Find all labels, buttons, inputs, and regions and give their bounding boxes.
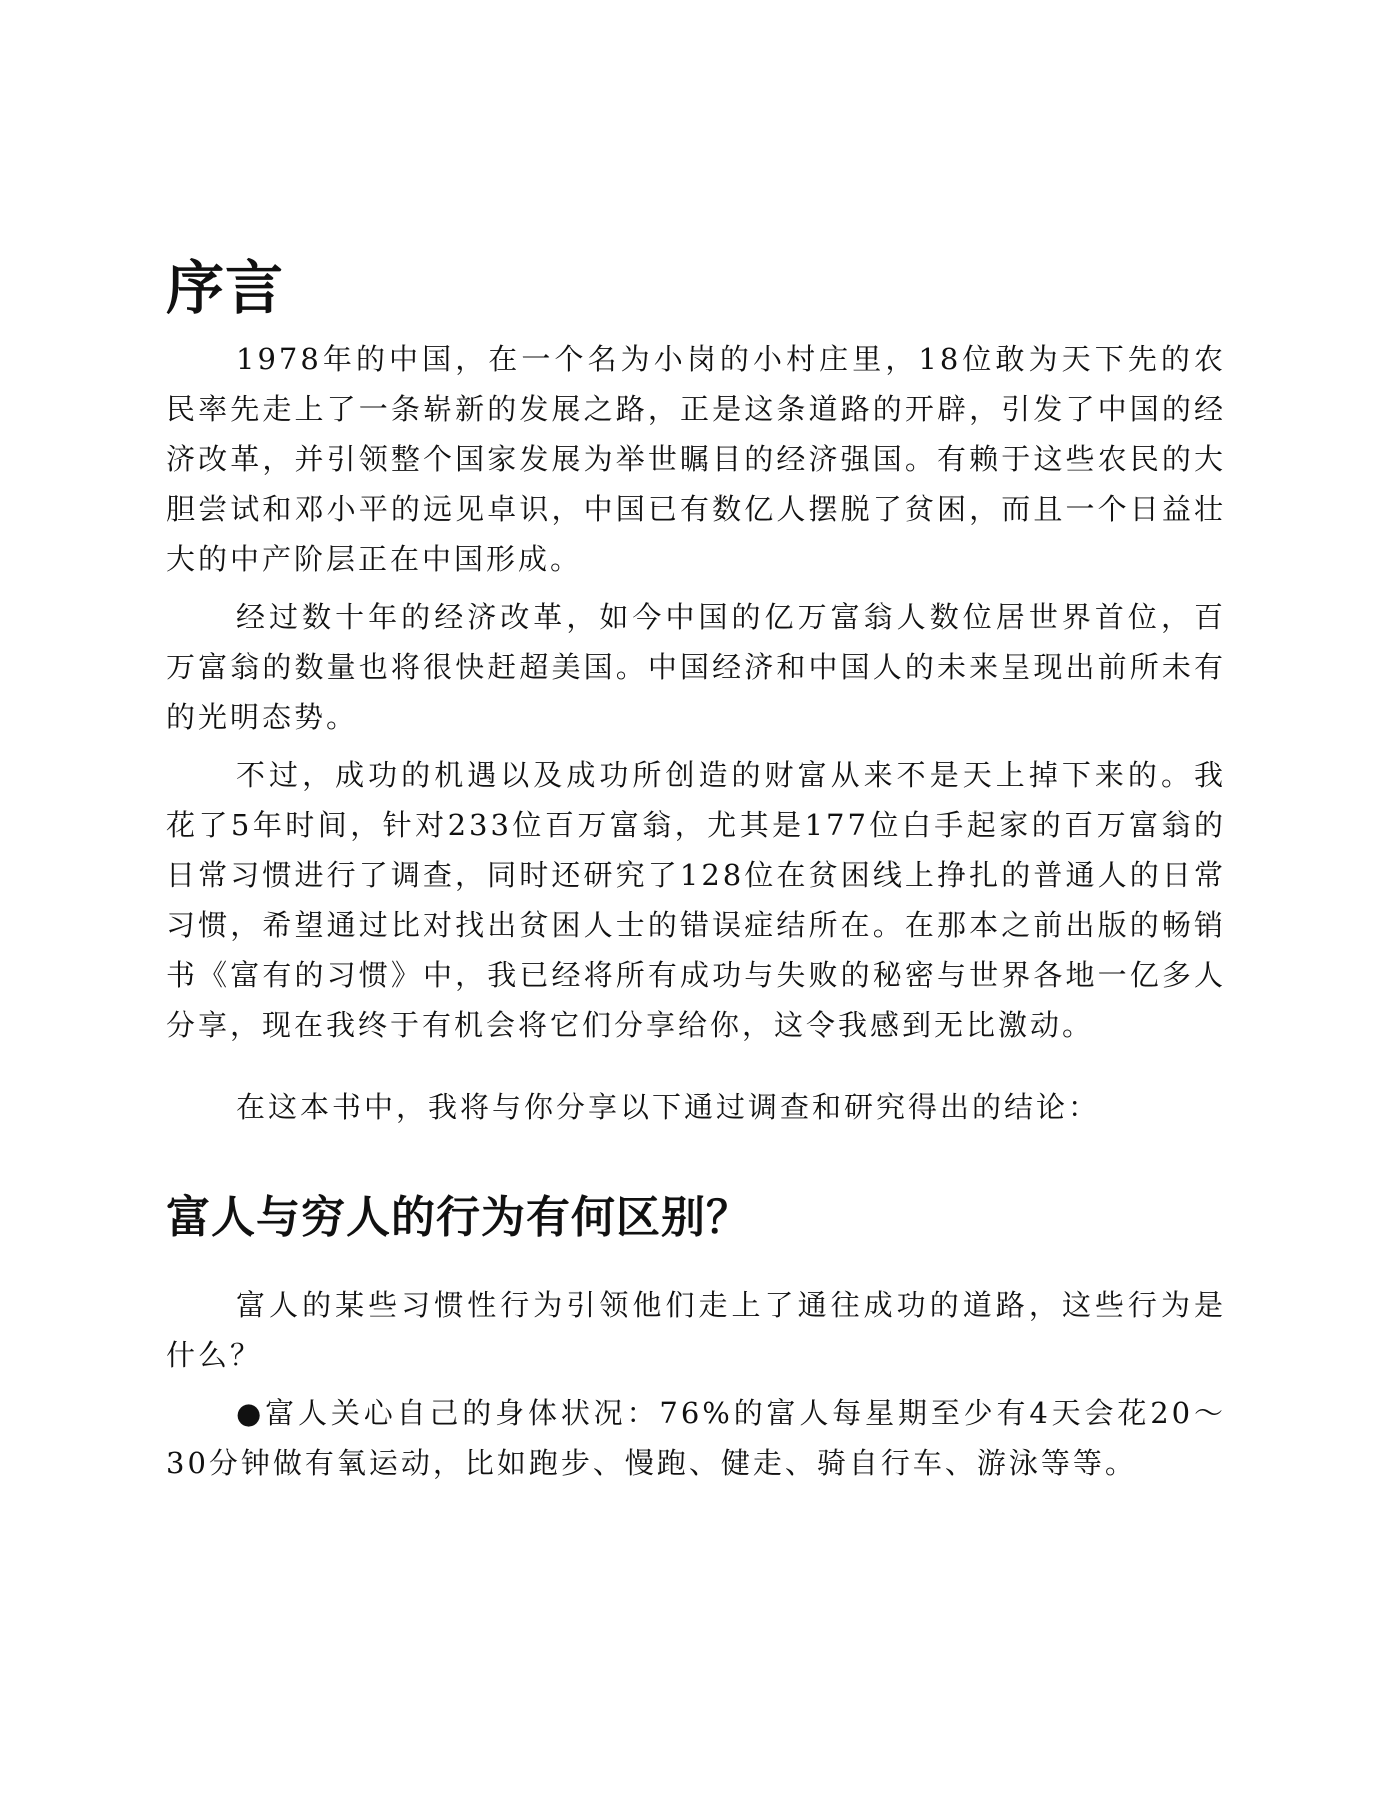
page-content	[166, 250, 1226, 1488]
section-title: 富人与穷人的行为有何区别？	[166, 1192, 751, 1243]
section-bullet-paragraph: ●富人关心自己的身体状况：76%的富人每星期至少有4天会花20～30分钟做有氧运动，比如跑步、慢跑、健走、骑自行车、游泳等等。	[166, 1396, 1226, 1480]
preface-paragraph-3: 不过，成功的机遇以及成功所创造的财富从来不是天上掉下来的。我花了5年时间，针对233位百万富翁，尤其是177位白手起家的百万富翁的日常习惯进行了调查，同时还研究了128位在贫困线上挣扎的普通人的日常习惯，希望通过比对找出贫困人士的错误症结所在。在那本之前出版的畅销书《富有的习惯》中，我已经将所有成功与失败的秘密与世界各地一亿多人分享，现在我终于有机会将它们分享给你，这令我感到无比激动。	[166, 758, 1226, 1042]
preface-paragraph-4: 在这本书中，我将与你分享以下通过调查和研究得出的结论：	[236, 1090, 1101, 1124]
preface-paragraph-1: 1978年的中国，在一个名为小岗的小村庄里，18位敢为天下先的农民率先走上了一条崭新的发展之路，正是这条道路的开辟，引发了中国的经济改革，并引领整个国家发展为举世瞩目的经济强国。有赖于这些农民的大胆尝试和邓小平的远见卓识，中国已有数亿人摆脱了贫困，而且一个日益壮大的中产阶层正在中国形成。	[166, 342, 1226, 576]
preface-title: 序言	[166, 254, 285, 322]
section-paragraph-1: 富人的某些习惯性行为引领他们走上了通往成功的道路，这些行为是什么？	[166, 1288, 1226, 1372]
preface-paragraph-2: 经过数十年的经济改革，如今中国的亿万富翁人数位居世界首位，百万富翁的数量也将很快赶超美国。中国经济和中国人的未来呈现出前所未有的光明态势。	[166, 600, 1226, 734]
